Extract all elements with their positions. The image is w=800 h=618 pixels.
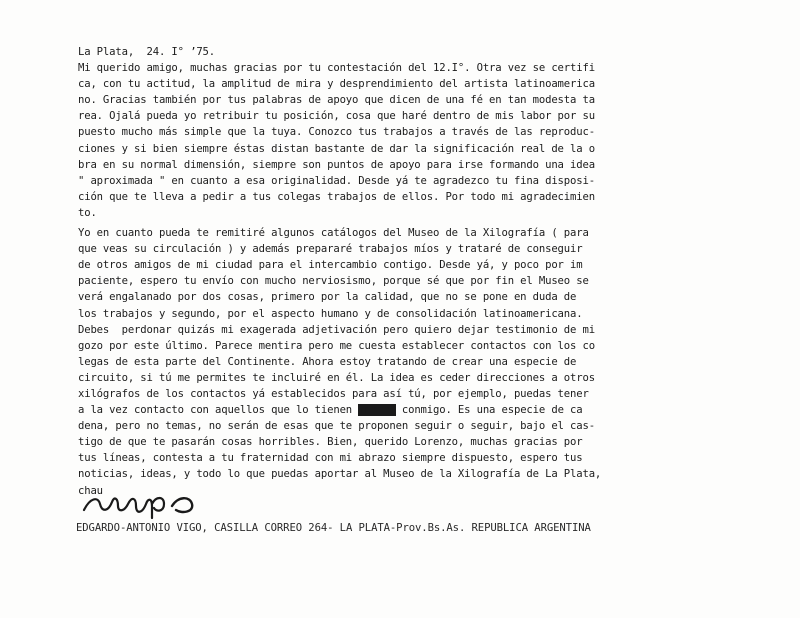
letter-line: gozo por este último. Parece mentira pero me cuesta establecer contactos con los co xyxy=(78,339,595,352)
date-line: La Plata, 24. I° ’75. xyxy=(78,46,216,58)
letter-line: legas de esta parte del Continente. Ahora estoy tratando de crear una especie de xyxy=(78,355,577,368)
letter-line-with-strikeout xyxy=(78,402,746,418)
letter-line: paciente, espero tu envío con mucho nerviosismo, porque sé que por fin el Museo se xyxy=(78,275,589,288)
letter-line: dena, pero no temas, no serán de esas que te proponen seguir o seguir, bajo el cas- xyxy=(78,420,595,433)
letter-line: rea. Ojalá pueda yo retribuir tu posición, cosa que haré dentro de mis labor por su xyxy=(78,110,595,123)
letter-line: verá engalanado por dos cosas, primero por la calidad, que no se pone en duda de xyxy=(78,291,577,304)
letter-line: puesto mucho más simple que la tuya. Conozco tus trabajos a través de las reproduc- xyxy=(78,126,595,139)
struck-out-word: mmmmmm xyxy=(358,404,396,417)
letter-line: to. xyxy=(78,206,97,219)
letter-line: Debes perdonar quizás mi exagerada adjetivación pero quiero dejar testimonio de mi xyxy=(78,323,595,336)
letter-line: no. Gracias también por tus palabras de apoyo que dicen de una fé en tan modesta ta xyxy=(78,94,595,107)
letter-line: ción que te lleva a pedir a tus colegas trabajos de ellos. Por todo mi agradecimien xyxy=(78,190,595,203)
letter-line: xilógrafos de los contactos yá establecidos para así tú, por ejemplo, puedas tener xyxy=(78,387,589,400)
letter-line: los trabajos y segundo, por el aspecto humano y de consolidación latinoamericana. xyxy=(78,307,583,320)
letter-line: Yo en cuanto pueda te remitiré algunos catálogos del Museo de la Xilografía ( para xyxy=(78,227,589,240)
letter-line-part: conmigo. Es una especie de ca xyxy=(395,404,583,417)
letter-line: tigo de que te pasarán cosas horribles. Bien, querido Lorenzo, muchas gracias por xyxy=(78,436,583,449)
letter-line: bra en su normal dimensión, siempre son puntos de apoyo para irse formando una idea xyxy=(78,158,595,171)
letter-line: Mi querido amigo, muchas gracias por tu contestación del 12.I°. Otra vez se certifi xyxy=(78,62,595,75)
handwritten-signature xyxy=(80,484,220,520)
letter-line: noticias, ideas, y todo lo que puedas aportar al Museo de la Xilografía de La Plata, xyxy=(78,468,602,481)
letter-line-part: a la vez contacto con aquellos que lo tienen xyxy=(78,404,353,417)
letterhead-footer: EDGARDO-ANTONIO VIGO, CASILLA CORREO 264- LA PLATA-Prov.Bs.As. REPUBLICA ARGENTINA xyxy=(76,522,591,534)
letter-line: ca, con tu actitud, la amplitud de mira y desprendimiento del artista latinoamerica xyxy=(78,78,595,91)
letter-line: de otros amigos de mi ciudad para el intercambio contigo. Desde yá, y poco por im xyxy=(78,259,583,272)
letter-line: chau xyxy=(78,484,103,497)
letter-line: " aproximada " en cuanto a esa originalidad. Desde yá te agradezco tu fina disposi- xyxy=(78,174,595,187)
letter-line: que veas su circulación ) y además prepararé trabajos míos y trataré de conseguir xyxy=(78,243,583,256)
letter-line: circuito, si tú me permites te incluiré en él. La idea es ceder direcciones a otros xyxy=(78,371,595,384)
letter-body xyxy=(78,44,746,499)
letter-line: tus líneas, contesta a tu fraternidad con mi abrazo siempre dispuesto, espero tus xyxy=(78,452,583,465)
letter-line: ciones y si bien siempre éstas distan bastante de dar la significación real de la o xyxy=(78,142,595,155)
